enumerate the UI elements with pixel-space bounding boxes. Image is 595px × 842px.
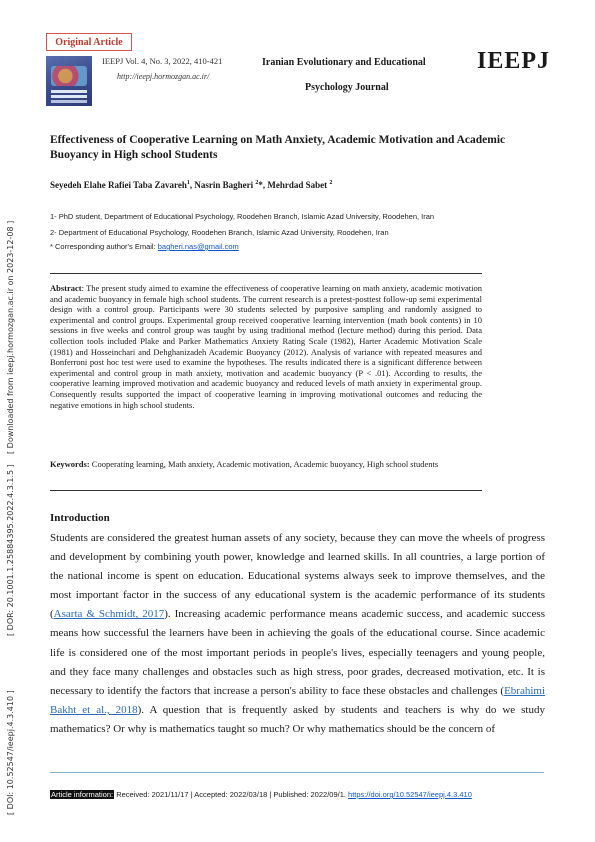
affiliation-mark: 2 <box>329 180 333 186</box>
keywords-text: Cooperating learning, Math anxiety, Academic motivation, Academic buoyancy, High school students <box>89 459 439 469</box>
author-name: Mehrdad Sabet <box>267 180 328 190</box>
affiliation-mark: 1 <box>186 180 190 186</box>
journal-cover-thumbnail <box>46 56 92 106</box>
article-information-label: Article information: <box>51 790 114 799</box>
doi-identifier: [ DOI: 10.52547/ieepj.4.3.410 ] <box>6 690 15 815</box>
journal-acronym: IEEPJ <box>477 48 551 74</box>
abstract-text: : The present study aimed to examine the effectiveness of cooperative learning on math anxiety, academic motivation and academic buoyancy in female high school students. The current research is a pretest-posttest follow-up semi experimental design with a control group. Participants were 30 students selected by purposive sampling and randomly assigned to experimental and control groups. Experimental group received cooperative learning intervention (math book contents) in 10 sessions in five weeks and control group was taught by using traditional method (lecture method) during this period. Data collection tools included Plake and Parker Mathematics Anxiety Rating Scale (1982), Harter Academic Motivation Scale (1981) and Hosseinchari and Dehghanizadeh Academic Buoyancy (2012). Analysis of variance with repeated measures and Bonferroni post hoc test were used to examine the hypotheses. The results indicated there is a significant difference between experimental and control group in math anxiety, motivation and academic buoyancy (P < .01). According to results, the cooperative learning improved motivation and academic buoyancy and reduced levels of math anxiety in experimental group. Consequently results supported the impact of cooperative learning in improving motivational outcomes and reducing the negative emotions in high school students. <box>50 283 482 410</box>
dor-identifier: [ DOR: 20.1001.1.25884395.2022.4.3.1.5 ] <box>6 464 15 636</box>
abstract-label: Abstract <box>50 283 82 293</box>
citation-link[interactable]: Asarta & Schmidt, 2017 <box>53 608 165 621</box>
paragraph-text: ). A question that is frequently asked by students and teachers is why do we study mathematics? Or why is mathematics taught so much? Or why mathematics should be the concern of <box>50 703 545 735</box>
abstract-top-rule <box>50 273 482 274</box>
author-separator: , <box>189 180 195 190</box>
author-list <box>50 180 332 190</box>
download-stamp: [ Downloaded from ieepj.hormozgan.ac.ir on 2023-12-08 ] <box>6 220 15 454</box>
journal-url[interactable]: http://ieepj.hormozgan.ac.ir/ <box>117 72 210 81</box>
corresponding-email-link[interactable]: bagheri.nas@gmail.com <box>157 242 239 251</box>
doi-link[interactable]: https://doi.org/10.52547/ieepj.4.3.410 <box>348 790 472 799</box>
affiliation-1: 1- PhD student, Department of Educational Psychology, Roodehen Branch, Islamic Azad University, Roodehen, Iran <box>50 212 435 221</box>
author-name: Seyedeh Elahe Rafiei Taba Zavareh <box>50 180 187 190</box>
author-name: Nasrin Bagheri <box>194 180 254 190</box>
affiliation-mark: 2 <box>255 180 259 186</box>
journal-name-line1: Iranian Evolutionary and Educational <box>262 57 426 68</box>
author-separator: , <box>262 180 268 190</box>
section-heading-introduction: Introduction <box>50 512 110 524</box>
affiliation-2: 2- Department of Educational Psychology, Roodehen Branch, Islamic Azad University, Roodehen, Iran <box>50 228 389 237</box>
keywords-label: Keywords: <box>50 459 90 469</box>
abstract <box>50 283 482 410</box>
volume-info: IEEPJ Vol. 4, No. 3, 2022, 410-421 <box>102 56 223 66</box>
side-metadata <box>2 190 26 830</box>
article-type-badge: Original Article <box>46 33 132 51</box>
article-information <box>50 790 472 799</box>
citation-link[interactable]: Ebrahimi Bakht et al., 2018 <box>50 684 545 716</box>
corresponding-mark: * <box>258 180 263 190</box>
journal-name-line2: Psychology Journal <box>305 82 389 93</box>
corresponding-author <box>50 242 239 251</box>
article-title: Effectiveness of Cooperative Learning on Math Anxiety, Academic Motivation and Academic Buoyancy in High school Students <box>50 134 506 161</box>
paragraph-text: Students are considered the greatest human assets of any society, because they can move the wheels of progress and development by combining youth power, knowledge and learned skills. In all countries, a large portion of the national income is spent on education. Educational systems always seek to improve themselves, and the most important factor in the success of any educational system is the academic performance of its students ( <box>50 532 545 621</box>
keywords <box>50 459 482 470</box>
paragraph-text: ). Increasing academic performance means academic success, and academic success means how successful the learners have been in achieving the goals of the educational course. Since academic life is considered one of the most important periods in people's lives, especially teenagers and young people, and they face many challenges and obstacles such as high stress, poor grades, decreased motivation, etc. It is necessary to identify the factors that increase a person's ability to face these obstacles and challenges ( <box>50 608 545 697</box>
introduction-paragraph <box>50 529 545 739</box>
abstract-bottom-rule <box>50 490 482 491</box>
corresponding-label: * Corresponding author's Email: <box>50 242 158 251</box>
article-dates: Received: 2021/11/17 | Accepted: 2022/03/18 | Published: 2022/09/1. <box>114 790 349 799</box>
footer-rule <box>50 772 544 773</box>
